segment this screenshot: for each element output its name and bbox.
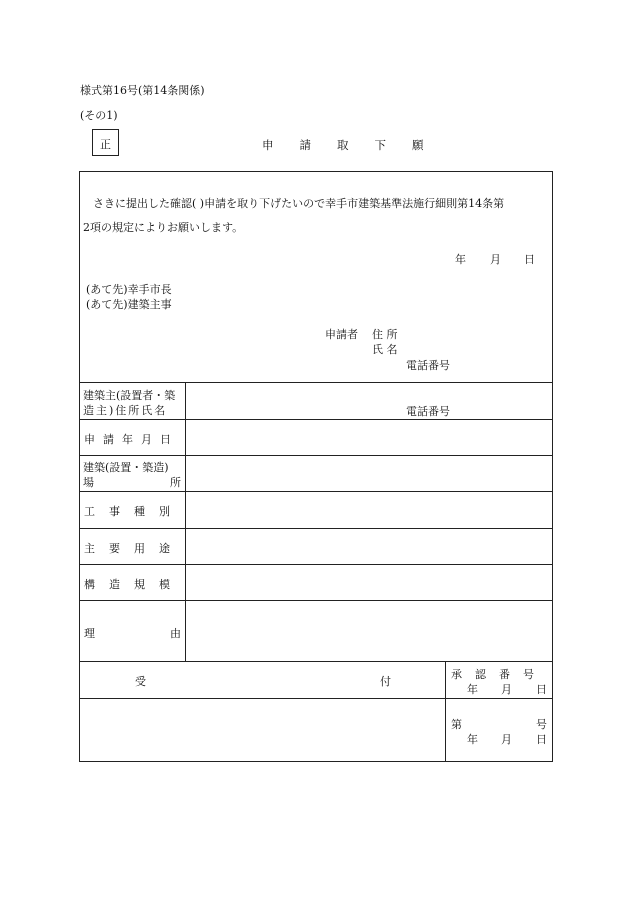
main-use-label: 主要用途 bbox=[84, 542, 184, 555]
page-title: 申請取下願 bbox=[262, 138, 450, 152]
date-year: 年 bbox=[455, 253, 466, 266]
addressee-building-official: (あて先)建築主事 bbox=[86, 298, 172, 311]
site-label-line2-b: 所 bbox=[170, 476, 181, 489]
number-month: 月 bbox=[501, 733, 512, 746]
row-divider bbox=[79, 564, 553, 565]
approval-column-divider bbox=[445, 661, 446, 762]
owner-label-line1: 建築主(設置者・築 bbox=[83, 389, 176, 402]
date-month: 月 bbox=[490, 253, 501, 266]
reason-label-a: 理 bbox=[84, 627, 95, 640]
form-number: 様式第16号(第14条関係) bbox=[80, 84, 205, 97]
owner-phone-label: 電話番号 bbox=[406, 405, 450, 418]
approval-day: 日 bbox=[536, 683, 547, 696]
reason-label-b: 由 bbox=[170, 627, 181, 640]
owner-label-line2: 造主)住所氏名 bbox=[83, 404, 168, 417]
stamp-label: 正 bbox=[100, 138, 111, 151]
applicant-phone-label: 電話番号 bbox=[406, 359, 450, 372]
work-type-label: 工事種別 bbox=[84, 505, 184, 518]
row-divider bbox=[79, 600, 553, 601]
reception-label-b: 付 bbox=[380, 675, 391, 688]
number-day: 日 bbox=[536, 733, 547, 746]
date-day: 日 bbox=[524, 253, 535, 266]
approval-year: 年 bbox=[467, 683, 478, 696]
reception-label-a: 受 bbox=[135, 675, 146, 688]
apply-date-label: 申請年月日 bbox=[84, 433, 179, 446]
stamp-box bbox=[92, 129, 119, 156]
number-year: 年 bbox=[467, 733, 478, 746]
request-text-line1: さきに提出した確認( )申請を取り下げたいので幸手市建築基準法施行細則第14条第 bbox=[93, 197, 505, 210]
form-sub-number: (その1) bbox=[80, 109, 118, 122]
approval-month: 月 bbox=[501, 683, 512, 696]
row-divider bbox=[79, 455, 553, 456]
request-text-line2: 2項の規定によりお願いします。 bbox=[83, 221, 244, 234]
row-divider bbox=[79, 661, 553, 662]
row-divider bbox=[79, 528, 553, 529]
row-divider bbox=[79, 698, 553, 699]
site-label-line1: 建築(設置・築造) bbox=[83, 461, 169, 474]
structure-scale-label: 構造規模 bbox=[84, 578, 184, 591]
applicant-label: 申請者 bbox=[325, 328, 358, 341]
label-column-divider bbox=[185, 382, 186, 661]
number-label-b: 号 bbox=[536, 718, 547, 731]
applicant-name-label: 氏 名 bbox=[372, 343, 398, 356]
row-divider bbox=[79, 419, 553, 420]
addressee-mayor: (あて先)幸手市長 bbox=[86, 283, 172, 296]
number-label-a: 第 bbox=[451, 718, 462, 731]
applicant-address-label: 住 所 bbox=[372, 328, 398, 341]
approval-number-label: 承認番号 bbox=[451, 668, 547, 681]
site-label-line2-a: 場 bbox=[83, 476, 94, 489]
row-divider bbox=[79, 382, 553, 383]
row-divider bbox=[79, 491, 553, 492]
